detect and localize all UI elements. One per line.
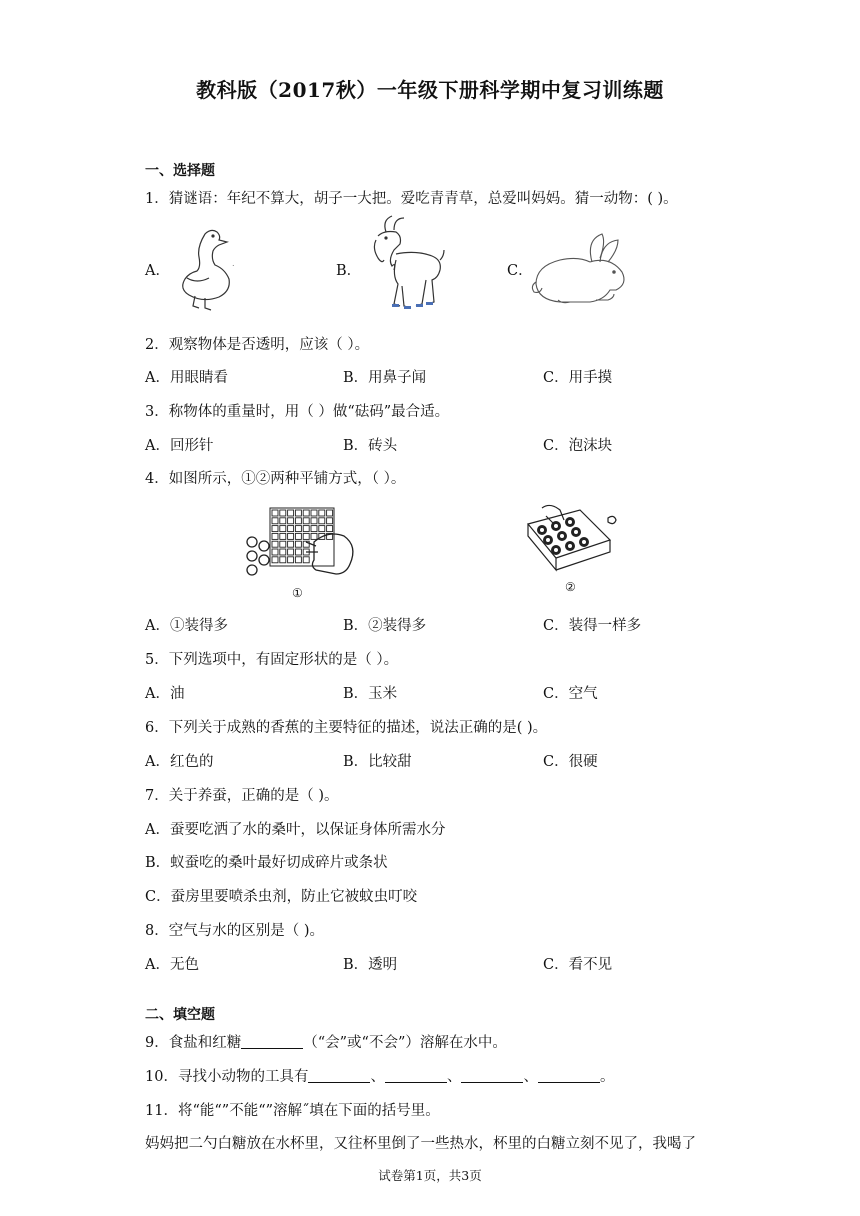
q4-option-a[interactable]: A．①装得多 (145, 618, 228, 634)
section-heading-choice: 一、选择题 (145, 163, 215, 179)
q7-option-a[interactable]: A．蚕要吃洒了水的桑叶，以保证身体所需水分 (145, 822, 446, 838)
q10-end: 。 (599, 1069, 615, 1085)
page-title: 教科版（2017秋）一年级下册科学期中复习训练题 (196, 78, 664, 102)
q6-option-b[interactable]: B．比较甜 (343, 754, 412, 770)
figure-1-label: ① (292, 586, 303, 600)
q2-option-b[interactable]: B．用鼻子闻 (343, 370, 427, 386)
q9-text-before: 9．食盐和红糖 (145, 1035, 242, 1051)
q1-option-b[interactable]: B． (336, 263, 362, 279)
q10-sep-3: 、 (523, 1069, 538, 1085)
q6-option-c[interactable]: C．很硬 (543, 754, 598, 770)
rabbit-icon (530, 232, 632, 312)
question-1: 1．猜谜语：年纪不算大，胡子一大把。爱吃青青草，总爱叫妈妈。猜一动物：( )。 (145, 191, 678, 207)
tiling-figure-1 (240, 502, 360, 586)
q10-blank-4[interactable] (538, 1068, 600, 1083)
q2-option-c[interactable]: C．用手摸 (543, 370, 613, 386)
tiling-figure-2 (522, 500, 618, 582)
q10-sep-2: 、 (446, 1069, 462, 1085)
section-heading-fill: 二、填空题 (145, 1007, 215, 1023)
q9-text-after: （“会”或“不会”）溶解在水中。 (303, 1035, 507, 1051)
q4-option-b[interactable]: B．②装得多 (343, 618, 427, 634)
question-6: 6．下列关于成熟的香蕉的主要特征的描述，说法正确的是( )。 (145, 720, 548, 736)
q6-option-a[interactable]: A．红色的 (145, 754, 214, 770)
page-footer: 试卷第1页，共3页 (378, 1168, 482, 1183)
question-9 (145, 1031, 507, 1052)
q2-option-a[interactable]: A．用眼睛看 (145, 370, 228, 386)
q8-option-a[interactable]: A．无色 (145, 957, 199, 973)
question-5: 5．下列选项中，有固定形状的是（ ）。 (145, 652, 399, 668)
q8-option-c[interactable]: C．看不见 (543, 957, 613, 973)
q3-option-a[interactable]: A．回形针 (145, 438, 214, 454)
q10-blank-2[interactable] (385, 1068, 447, 1083)
goat-icon (356, 212, 448, 320)
q8-option-b[interactable]: B．透明 (343, 957, 398, 973)
q1-option-c[interactable]: C． (507, 263, 533, 279)
q5-option-c[interactable]: C．空气 (543, 686, 598, 702)
q9-answer-blank[interactable] (241, 1034, 303, 1049)
question-4: 4．如图所示，①②两种平铺方式，（ ）。 (145, 471, 406, 487)
question-10 (145, 1065, 614, 1086)
question-2: 2．观察物体是否透明，应该（ ）。 (145, 337, 370, 353)
q3-option-c[interactable]: C．泡沫块 (543, 438, 613, 454)
question-11: 11．将“能“”不能“”溶解˝填在下面的括号里。 (145, 1103, 440, 1119)
q10-blank-3[interactable] (461, 1068, 523, 1083)
q1-option-a[interactable]: A． (145, 263, 170, 279)
q4-option-c[interactable]: C．装得一样多 (543, 618, 642, 634)
q10-sep-1: 、 (370, 1069, 385, 1085)
question-7: 7．关于养蚕，正确的是（ )。 (145, 788, 339, 804)
q5-option-a[interactable]: A．油 (145, 686, 185, 702)
question-11-passage: 妈妈把二勺白糖放在水杯里，又往杯里倒了一些热水，杯里的白糖立刻不见了，我喝了 (145, 1136, 696, 1152)
q5-option-b[interactable]: B．玉米 (343, 686, 398, 702)
question-8: 8．空气与水的区别是（ )。 (145, 923, 324, 939)
q1-dot-mark: . (232, 259, 235, 268)
q10-blank-1[interactable] (308, 1068, 370, 1083)
figure-2-label: ② (565, 580, 576, 594)
q7-option-c[interactable]: C．蚕房里要喷杀虫剂，防止它被蚊虫叮咬 (145, 889, 418, 905)
q10-text: 10．寻找小动物的工具有 (145, 1069, 309, 1085)
q7-option-b[interactable]: B．蚁蚕吃的桑叶最好切成碎片或条状 (145, 855, 388, 871)
q3-option-b[interactable]: B．砖头 (343, 438, 398, 454)
question-3: 3．称物体的重量时，用（ ）做“砝码”最合适。 (145, 404, 450, 420)
